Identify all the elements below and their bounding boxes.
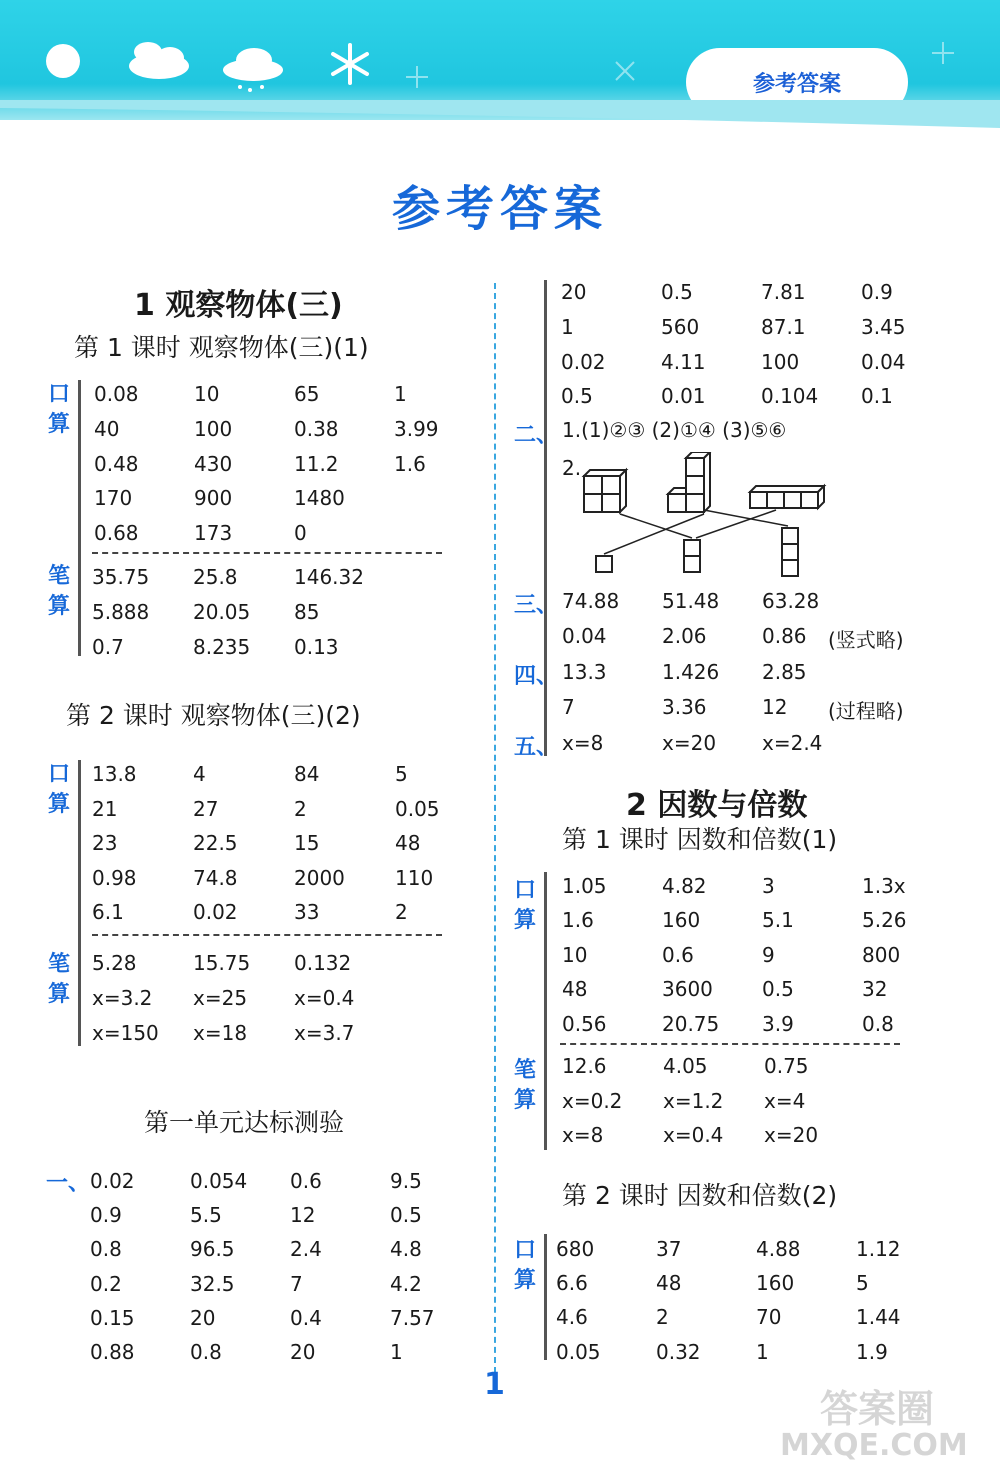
answer-value: 0.04 bbox=[562, 624, 607, 648]
answer-value: 3.9 bbox=[762, 1011, 794, 1036]
answer-value: 0.7 bbox=[92, 634, 124, 659]
answer-value: 0.05 bbox=[395, 796, 440, 821]
part2-line2: 2. bbox=[562, 456, 582, 480]
answer-value: x=3.7 bbox=[294, 1020, 355, 1045]
answer-value: 0.13 bbox=[294, 634, 339, 659]
part2-line1: 1.(1)②③ (2)①④ (3)⑤⑥ bbox=[562, 418, 787, 442]
cloud-icon bbox=[126, 38, 192, 84]
answer-value: x=20 bbox=[764, 1123, 819, 1148]
answer-value: 0.98 bbox=[92, 865, 137, 890]
cube-figure-1 bbox=[584, 470, 626, 512]
oral-label: 口算 bbox=[47, 382, 70, 437]
answer-value: 0.1 bbox=[861, 384, 893, 409]
answer-value: 20.75 bbox=[662, 1011, 720, 1036]
lesson-title: 第 1 课时 观察物体(三)(1) bbox=[74, 333, 369, 362]
answer-value: 6.1 bbox=[92, 900, 124, 924]
answer-value: x=0.4 bbox=[663, 1123, 724, 1148]
answer-value: 11.2 bbox=[294, 451, 339, 476]
answer-value: 10 bbox=[562, 942, 588, 967]
answer-value: 0.68 bbox=[94, 521, 139, 546]
answer-value: 2.06 bbox=[662, 624, 707, 648]
answer-value: 9 bbox=[762, 942, 775, 967]
note: (过程略) bbox=[828, 699, 904, 723]
section-marker: 三、 bbox=[514, 593, 559, 618]
answer-value: 0.04 bbox=[861, 349, 906, 374]
answer-value: 96.5 bbox=[190, 1237, 235, 1262]
answer-value: 0.132 bbox=[294, 951, 352, 975]
answer-value: 0.02 bbox=[90, 1169, 135, 1193]
answer-value: 2 bbox=[656, 1305, 669, 1330]
answer-value: 3.45 bbox=[861, 314, 906, 339]
lesson-title: 第 2 课时 观察物体(三)(2) bbox=[66, 701, 361, 730]
answer-value: 160 bbox=[662, 908, 701, 933]
answer-value: 5 bbox=[395, 762, 408, 786]
answer-value: x=8 bbox=[562, 1123, 604, 1148]
answer-value: 32.5 bbox=[190, 1271, 235, 1296]
sparkle-icon bbox=[612, 58, 638, 84]
answer-value: 65 bbox=[294, 382, 320, 406]
answer-value: 13.3 bbox=[562, 660, 607, 684]
watermark-logo: 答案圈 MXQE.COM bbox=[780, 1387, 968, 1463]
answer-value: 2000 bbox=[294, 865, 345, 890]
answer-value: 22.5 bbox=[193, 831, 238, 855]
answer-value: x=1.2 bbox=[663, 1088, 724, 1113]
answer-value: 1 bbox=[390, 1340, 403, 1364]
answer-value: 0.48 bbox=[94, 451, 139, 476]
answer-value: 0.8 bbox=[190, 1340, 222, 1364]
oral-label: 口算 bbox=[513, 878, 536, 933]
answer-value: 0.75 bbox=[764, 1054, 809, 1078]
answer-value: 146.32 bbox=[294, 565, 364, 589]
answer-value: 1 bbox=[756, 1339, 769, 1364]
section-bar bbox=[78, 380, 81, 656]
written-label: 笔算 bbox=[47, 952, 70, 1007]
answer-value: 5.26 bbox=[862, 908, 907, 933]
answer-value: 110 bbox=[395, 865, 434, 890]
header-badge: 参考答案 bbox=[686, 48, 908, 116]
answer-value: 10 bbox=[194, 382, 220, 406]
answer-value: 4.88 bbox=[756, 1237, 801, 1261]
oral-label: 口算 bbox=[47, 762, 70, 817]
answer-value: 20.05 bbox=[193, 599, 251, 624]
answer-value: 0.9 bbox=[90, 1203, 122, 1228]
answer-value: 37 bbox=[656, 1237, 682, 1261]
answer-value: 1.05 bbox=[562, 874, 607, 898]
answer-value: 32 bbox=[862, 977, 888, 1002]
rain-cloud-icon bbox=[220, 44, 286, 94]
answer-value: 7.81 bbox=[761, 280, 806, 304]
oral-label: 口算 bbox=[513, 1238, 536, 1293]
answer-value: 1480 bbox=[294, 486, 345, 511]
answer-value: x=3.2 bbox=[92, 985, 153, 1010]
answer-value: 3.36 bbox=[662, 695, 707, 719]
answer-value: 1.426 bbox=[662, 660, 720, 684]
answer-value: 8.235 bbox=[193, 634, 251, 659]
answer-value: 4 bbox=[193, 762, 206, 786]
answer-value: 12 bbox=[290, 1203, 316, 1228]
answer-value: 48 bbox=[656, 1271, 682, 1296]
answer-value: 7 bbox=[562, 695, 575, 719]
answer-value: 0.6 bbox=[290, 1169, 322, 1193]
answer-value: 74.8 bbox=[193, 865, 238, 890]
answer-value: 1 bbox=[394, 382, 407, 406]
unit-title: 2 因数与倍数 bbox=[626, 788, 808, 823]
view-shapes bbox=[596, 528, 798, 576]
answer-value: 1.6 bbox=[394, 451, 426, 476]
answer-value: 5.5 bbox=[190, 1203, 222, 1228]
answer-value: 0.15 bbox=[90, 1305, 135, 1330]
cube-matching-diagram bbox=[580, 452, 840, 582]
answer-value: 4.6 bbox=[556, 1305, 588, 1330]
answer-value: 25.8 bbox=[193, 565, 238, 589]
answer-value: 0.38 bbox=[294, 416, 339, 441]
answer-value: 100 bbox=[761, 349, 800, 374]
answer-value: x=20 bbox=[662, 731, 717, 755]
answer-value: 1.12 bbox=[856, 1237, 901, 1261]
answer-value: 0.8 bbox=[862, 1011, 894, 1036]
answer-value: 0.02 bbox=[193, 900, 238, 924]
lesson-title: 第 1 课时 因数和倍数(1) bbox=[562, 825, 838, 854]
answer-value: 0.9 bbox=[861, 280, 893, 304]
section-marker: 二、 bbox=[514, 423, 559, 448]
answer-value: 0.5 bbox=[661, 280, 693, 304]
answer-value: 0.5 bbox=[762, 977, 794, 1002]
sun-icon bbox=[46, 44, 80, 78]
answer-value: 170 bbox=[94, 486, 133, 511]
answer-value: 23 bbox=[92, 831, 118, 855]
answer-value: x=25 bbox=[193, 985, 248, 1010]
sparkle-icon bbox=[930, 40, 956, 66]
answer-value: 4.05 bbox=[663, 1054, 708, 1078]
answer-value: 900 bbox=[194, 486, 233, 511]
answer-value: x=4 bbox=[764, 1088, 806, 1113]
answer-value: 0.104 bbox=[761, 384, 819, 409]
answer-value: x=8 bbox=[562, 731, 604, 755]
dashed-separator bbox=[560, 1043, 900, 1045]
answer-value: 20 bbox=[561, 280, 587, 304]
answer-value: 3 bbox=[762, 874, 775, 898]
answer-value: 2 bbox=[294, 796, 307, 821]
answer-value: 0.4 bbox=[290, 1305, 322, 1330]
answer-value: 160 bbox=[756, 1271, 795, 1296]
answer-value: 15.75 bbox=[193, 951, 251, 975]
cube-figure-3 bbox=[750, 486, 824, 508]
answer-value: 5 bbox=[856, 1271, 869, 1296]
answer-value: 2.4 bbox=[290, 1237, 322, 1262]
answer-value: 0.56 bbox=[562, 1011, 607, 1036]
answer-value: 21 bbox=[92, 796, 118, 821]
answer-value: 3.99 bbox=[394, 416, 439, 441]
answer-value: 85 bbox=[294, 599, 320, 624]
answer-value: 0 bbox=[294, 521, 307, 546]
answer-value: 35.75 bbox=[92, 565, 150, 589]
answer-value: 48 bbox=[395, 831, 421, 855]
answer-value: 40 bbox=[94, 416, 120, 441]
cube-figure-2 bbox=[668, 452, 710, 512]
answer-value: 70 bbox=[756, 1305, 782, 1330]
answer-value: 2.85 bbox=[762, 660, 807, 684]
answer-value: x=2.4 bbox=[762, 731, 823, 755]
answer-value: 48 bbox=[562, 977, 588, 1002]
answer-value: 20 bbox=[190, 1305, 216, 1330]
answer-value: 5.888 bbox=[92, 599, 150, 624]
answer-value: 0.02 bbox=[561, 349, 606, 374]
answer-value: 0.08 bbox=[94, 382, 139, 406]
answer-value: x=0.4 bbox=[294, 985, 355, 1010]
answer-value: 84 bbox=[294, 762, 320, 786]
section-bar bbox=[78, 760, 81, 1046]
section-marker: 一、 bbox=[46, 1171, 91, 1196]
written-label: 笔算 bbox=[47, 564, 70, 619]
answer-value: 33 bbox=[294, 900, 320, 924]
answer-value: 20 bbox=[290, 1340, 316, 1364]
answer-value: 63.28 bbox=[762, 589, 820, 613]
answer-value: 27 bbox=[193, 796, 219, 821]
dashed-separator bbox=[92, 934, 442, 936]
section-bar bbox=[544, 1234, 547, 1360]
page-title: 参考答案 bbox=[391, 181, 608, 237]
answer-value: 0.2 bbox=[90, 1271, 122, 1296]
answer-value: 6.6 bbox=[556, 1271, 588, 1296]
answer-value: 5.1 bbox=[762, 908, 794, 933]
snowflake-icon bbox=[328, 42, 372, 86]
answer-value: 12.6 bbox=[562, 1054, 607, 1078]
answer-value: 0.6 bbox=[662, 942, 694, 967]
answer-value: 0.32 bbox=[656, 1339, 701, 1364]
answer-value: 51.48 bbox=[662, 589, 720, 613]
answer-value: 0.5 bbox=[561, 384, 593, 409]
section-marker: 四、 bbox=[514, 664, 559, 689]
answer-value: 100 bbox=[194, 416, 233, 441]
answer-value: 173 bbox=[194, 521, 233, 546]
dashed-separator bbox=[92, 552, 442, 554]
page-number: 1 bbox=[484, 1367, 505, 1402]
section-marker: 五、 bbox=[514, 735, 559, 760]
answer-value: 0.8 bbox=[90, 1237, 122, 1262]
answer-value: 680 bbox=[556, 1237, 595, 1261]
answer-value: x=150 bbox=[92, 1020, 159, 1045]
answer-value: 5.28 bbox=[92, 951, 137, 975]
answer-value: 3600 bbox=[662, 977, 713, 1002]
answer-value: 430 bbox=[194, 451, 233, 476]
banner-wave bbox=[0, 100, 1000, 140]
answer-value: 0.05 bbox=[556, 1339, 601, 1364]
answer-value: x=0.2 bbox=[562, 1088, 623, 1113]
answer-value: 0.054 bbox=[190, 1169, 248, 1193]
answer-value: 0.86 bbox=[762, 624, 807, 648]
answer-value: 12 bbox=[762, 695, 788, 719]
answer-value: 560 bbox=[661, 314, 700, 339]
note: (竖式略) bbox=[828, 628, 904, 652]
answer-value: 15 bbox=[294, 831, 320, 855]
answer-value: 87.1 bbox=[761, 314, 806, 339]
answer-value: 1.6 bbox=[562, 908, 594, 933]
answer-value: 1.44 bbox=[856, 1305, 901, 1330]
answer-value: 1.3x bbox=[862, 874, 906, 898]
answer-value: 1.9 bbox=[856, 1339, 888, 1364]
column-divider bbox=[494, 283, 496, 1373]
answer-value: 7 bbox=[290, 1271, 303, 1296]
answer-value: 800 bbox=[862, 942, 901, 967]
answer-value: 74.88 bbox=[562, 589, 620, 613]
answer-value: 2 bbox=[395, 900, 408, 924]
answer-value: x=18 bbox=[193, 1020, 248, 1045]
answer-value: 0.01 bbox=[661, 384, 706, 409]
answer-value: 4.82 bbox=[662, 874, 707, 898]
answer-value: 0.5 bbox=[390, 1203, 422, 1228]
answer-value: 13.8 bbox=[92, 762, 137, 786]
answer-value: 9.5 bbox=[390, 1169, 422, 1193]
sparkle-icon bbox=[404, 64, 430, 90]
answer-value: 4.2 bbox=[390, 1271, 422, 1296]
answer-value: 1 bbox=[561, 314, 574, 339]
answer-value: 4.8 bbox=[390, 1237, 422, 1262]
answer-value: 7.57 bbox=[390, 1305, 435, 1330]
written-label: 笔算 bbox=[513, 1058, 536, 1113]
test-title: 第一单元达标测验 bbox=[144, 1108, 345, 1137]
lesson-title: 第 2 课时 因数和倍数(2) bbox=[562, 1181, 838, 1210]
answer-value: 0.88 bbox=[90, 1340, 135, 1364]
unit-title: 1 观察物体(三) bbox=[134, 288, 343, 323]
answer-value: 4.11 bbox=[661, 349, 706, 374]
section-bar bbox=[544, 872, 547, 1150]
